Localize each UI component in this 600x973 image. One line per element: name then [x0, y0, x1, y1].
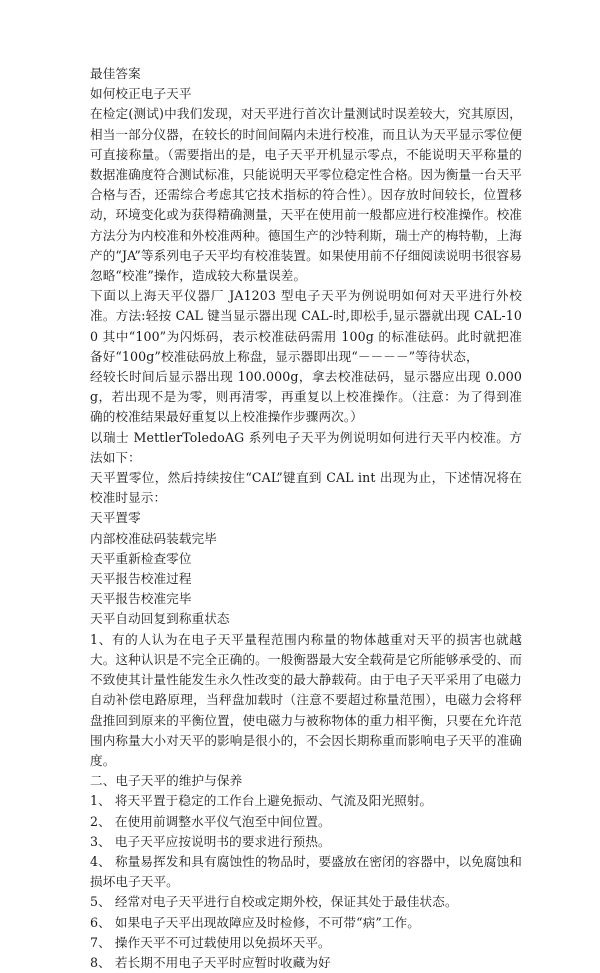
document-header: 最佳答案	[90, 66, 141, 81]
note-paragraph: 1、有的人认为在电子天平量程范围内称量的物体越重对天平的损害也就越大。这种认识是不完全正确的。一般衡器最大安全载荷是它所能够承受的、而不致使其计量性能发生永久性改变的最大静载荷。由于电子天平采用了电磁力自动补偿电路原理，当秤盘加载时（注意不要超过称量范围），电磁力会将秤盘推回到原来的平衡位置，使电磁力与被称物体的重力相平衡，只要在允许范围内称量大小对天平的影响是很小的，不会因长期称重而影响电子天平的准确度。	[90, 631, 522, 768]
document-title: 如何校正电子天平	[90, 86, 192, 102]
display-state-item: 天平报告校准过程	[90, 571, 192, 587]
maintenance-item: 1、 将天平置于稳定的工作台上避免振动、气流及阳光照射。	[90, 793, 433, 809]
maintenance-list	[90, 791, 522, 973]
maintenance-item: 4、 称量易挥发和具有腐蚀性的物品时，要盛放在密闭的容器中，以免腐蚀和损坏电子天平。	[90, 853, 522, 890]
maintenance-item: 2、 在使用前调整水平仪气泡至中间位置。	[90, 813, 331, 829]
external-calibration-paragraph-2: 经较长时间后显示器出现 100.000g，拿去校准砝码，显示器应出现 0.000g，若出现不是为零，则再清零，再重复以上校准操作。（注意：为了得到准确的校准结果最好重复以上校准操作步骤两次。）	[90, 369, 522, 425]
display-state-item: 天平置零	[90, 510, 141, 526]
display-state-item: 天平重新检查零位	[90, 550, 192, 566]
maintenance-item: 6、 如果电子天平出现故障应及时检修，不可带“病”工作。	[90, 914, 420, 930]
display-state-item: 天平报告校准完毕	[90, 591, 192, 607]
document-page	[90, 64, 522, 973]
maintenance-item: 7、 操作天平不可过载使用以免损坏天平。	[90, 934, 331, 950]
maintenance-item: 5、 经常对电子天平进行自校或定期外校，保证其处于最佳状态。	[90, 894, 458, 910]
display-state-item: 天平自动回复到称重状态	[90, 611, 230, 627]
internal-calibration-intro: 以瑞士 MettlerToledoAG 系列电子天平为例说明如何进行天平内校准。方法如下：	[90, 429, 522, 465]
maintenance-item: 8、 若长期不用电子天平时应暂时收藏为好	[90, 954, 331, 970]
display-state-item: 内部校准砝码装载完毕	[90, 530, 217, 546]
maintenance-heading: 二、电子天平的维护与保养	[90, 773, 243, 789]
external-calibration-paragraph-1: 下面以上海天平仪器厂 JA1203 型电子天平为例说明如何对天平进行外校准。方法:轻按 CAL 键当显示器出现 CAL-时,即松手,显示器就出现 CAL-100 其中“100”为闪烁码，表示校准砝码需用 100g 的标准砝码。此时就把准备好“100g”校准砝码放上称盘，显示器即出现“－－－－”等待状态，	[90, 288, 522, 364]
intro-paragraph: 在检定(测试)中我们发现，对天平进行首次计量测试时误差较大，究其原因，相当一部分仪器，在较长的时间间隔内未进行校准，而且认为天平显示零位便可直接称量。（需要指出的是，电子天平开机显示零点，不能说明天平称量的数据准确度符合测试标准，只能说明天平零位稳定性合格。因为衡量一台天平合格与否，还需综合考虑其它技术指标的符合性）。因存放时间较长，位置移动，环境变化或为获得精确测量，天平在使用前一般都应进行校准操作。校准方法分为内校准和外校准两种。德国生产的沙特利斯，瑞士产的梅特勒，上海产的“JA”等系列电子天平均有校准装置。如果使用前不仔细阅读说明书很容易忽略“校准”操作，造成较大称量误差。	[90, 106, 522, 284]
display-states-list	[90, 508, 522, 629]
maintenance-item: 3、 电子天平应按说明书的要求进行预热。	[90, 833, 331, 849]
internal-calibration-step: 天平置零位，然后持续按住“CAL”键直到 CAL int 出现为止，下述情况将在校准时显示：	[90, 470, 522, 506]
